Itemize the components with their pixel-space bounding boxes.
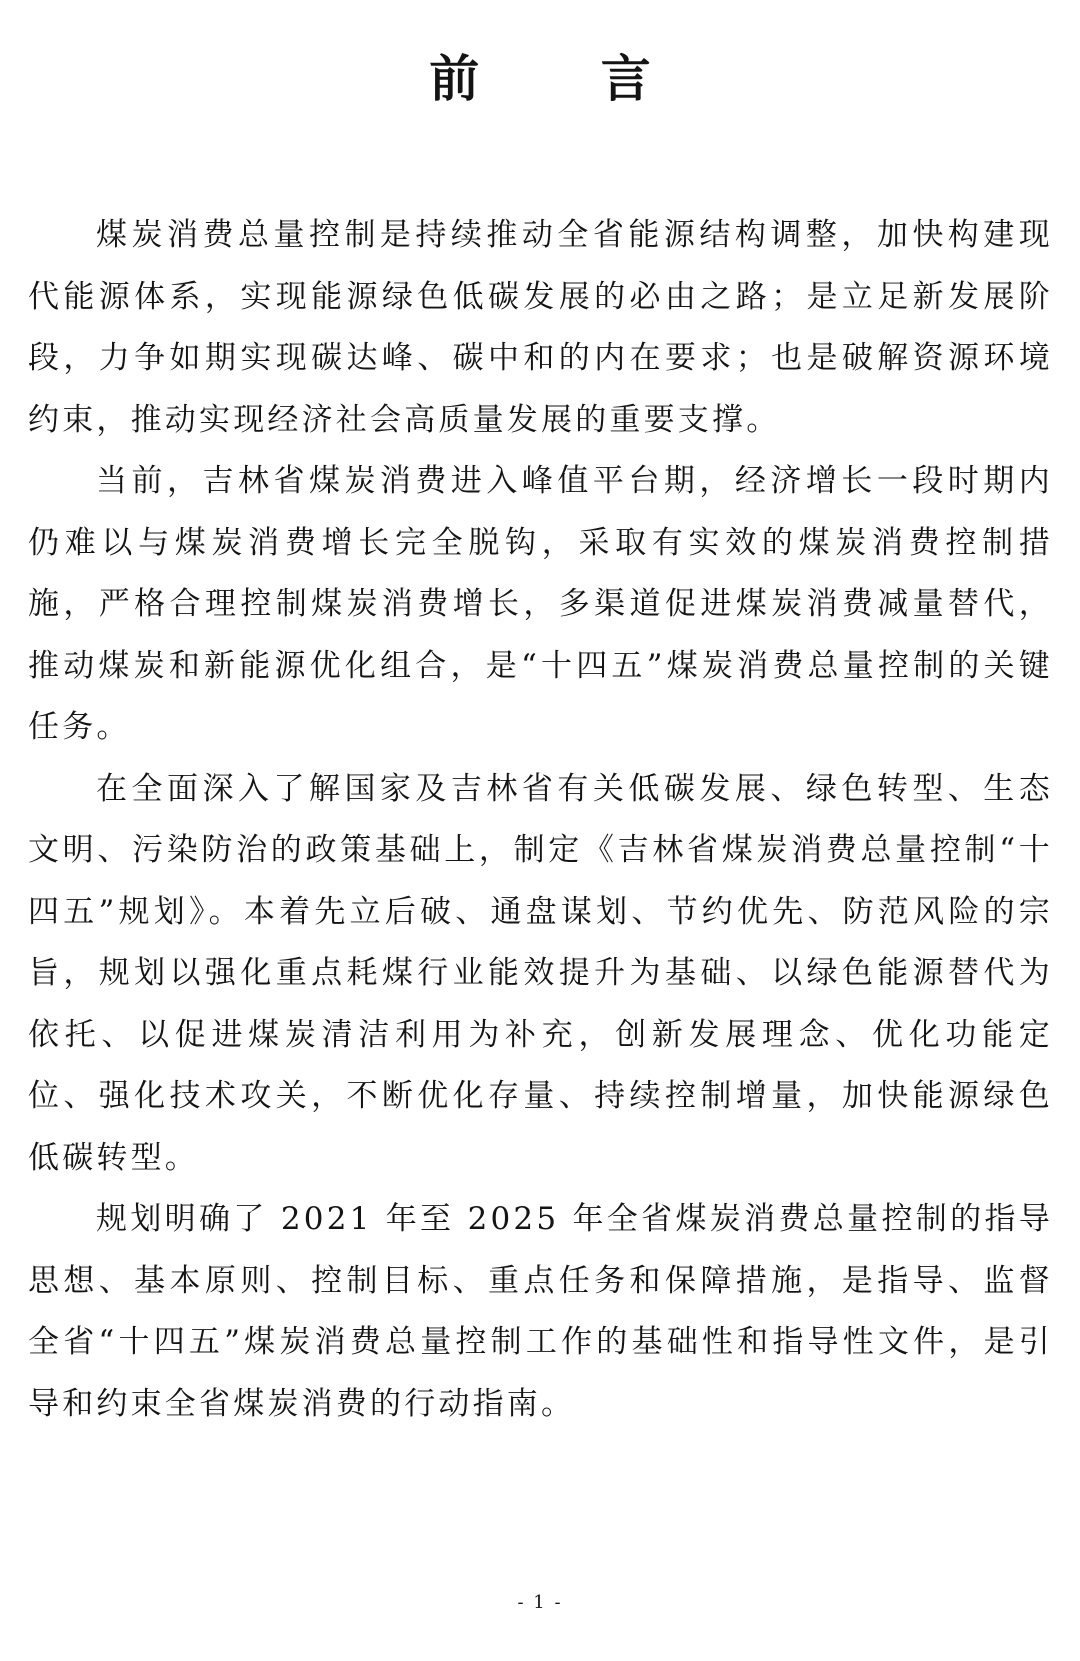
paragraph-1: 煤炭消费总量控制是持续推动全省能源结构调整，加快构建现代能源体系，实现能源绿色低碳发展的必由之路；是立足新发展阶段，力争如期实现碳达峰、碳中和的内在要求；也是破解资源环境约束，推动实现经济社会高质量发展的重要支撑。 [28, 217, 1053, 438]
page-title: 前 言 [429, 49, 703, 108]
paragraph-4: 规划明确了 2021 年至 2025 年全省煤炭消费总量控制的指导思想、基本原则、控制目标、重点任务和保障措施，是指导、监督全省“十四五”煤炭消费总量控制工作的基础性和指导性文件，是引导和约束全省煤炭消费的行动指南。 [28, 1201, 1053, 1422]
paragraph-2: 当前，吉林省煤炭消费进入峰值平台期，经济增长一段时期内仍难以与煤炭消费增长完全脱钩，采取有实效的煤炭消费控制措施，严格合理控制煤炭消费增长，多渠道促进煤炭消费减量替代，推动煤炭和新能源优化组合，是“十四五”煤炭消费总量控制的关键任务。 [28, 463, 1053, 745]
page-number: - 1 - [517, 1592, 563, 1613]
document-body [28, 205, 1053, 1435]
paragraph-3: 在全面深入了解国家及吉林省有关低碳发展、绿色转型、生态文明、污染防治的政策基础上，制定《吉林省煤炭消费总量控制“十四五”规划》。本着先立后破、通盘谋划、节约优先、防范风险的宗旨，规划以强化重点耗煤行业能效提升为基础、以绿色能源替代为依托、以促进煤炭清洁利用为补充，创新发展理念、优化功能定位、强化技术攻关，不断优化存量、持续控制增量，加快能源绿色低碳转型。 [28, 770, 1053, 1176]
